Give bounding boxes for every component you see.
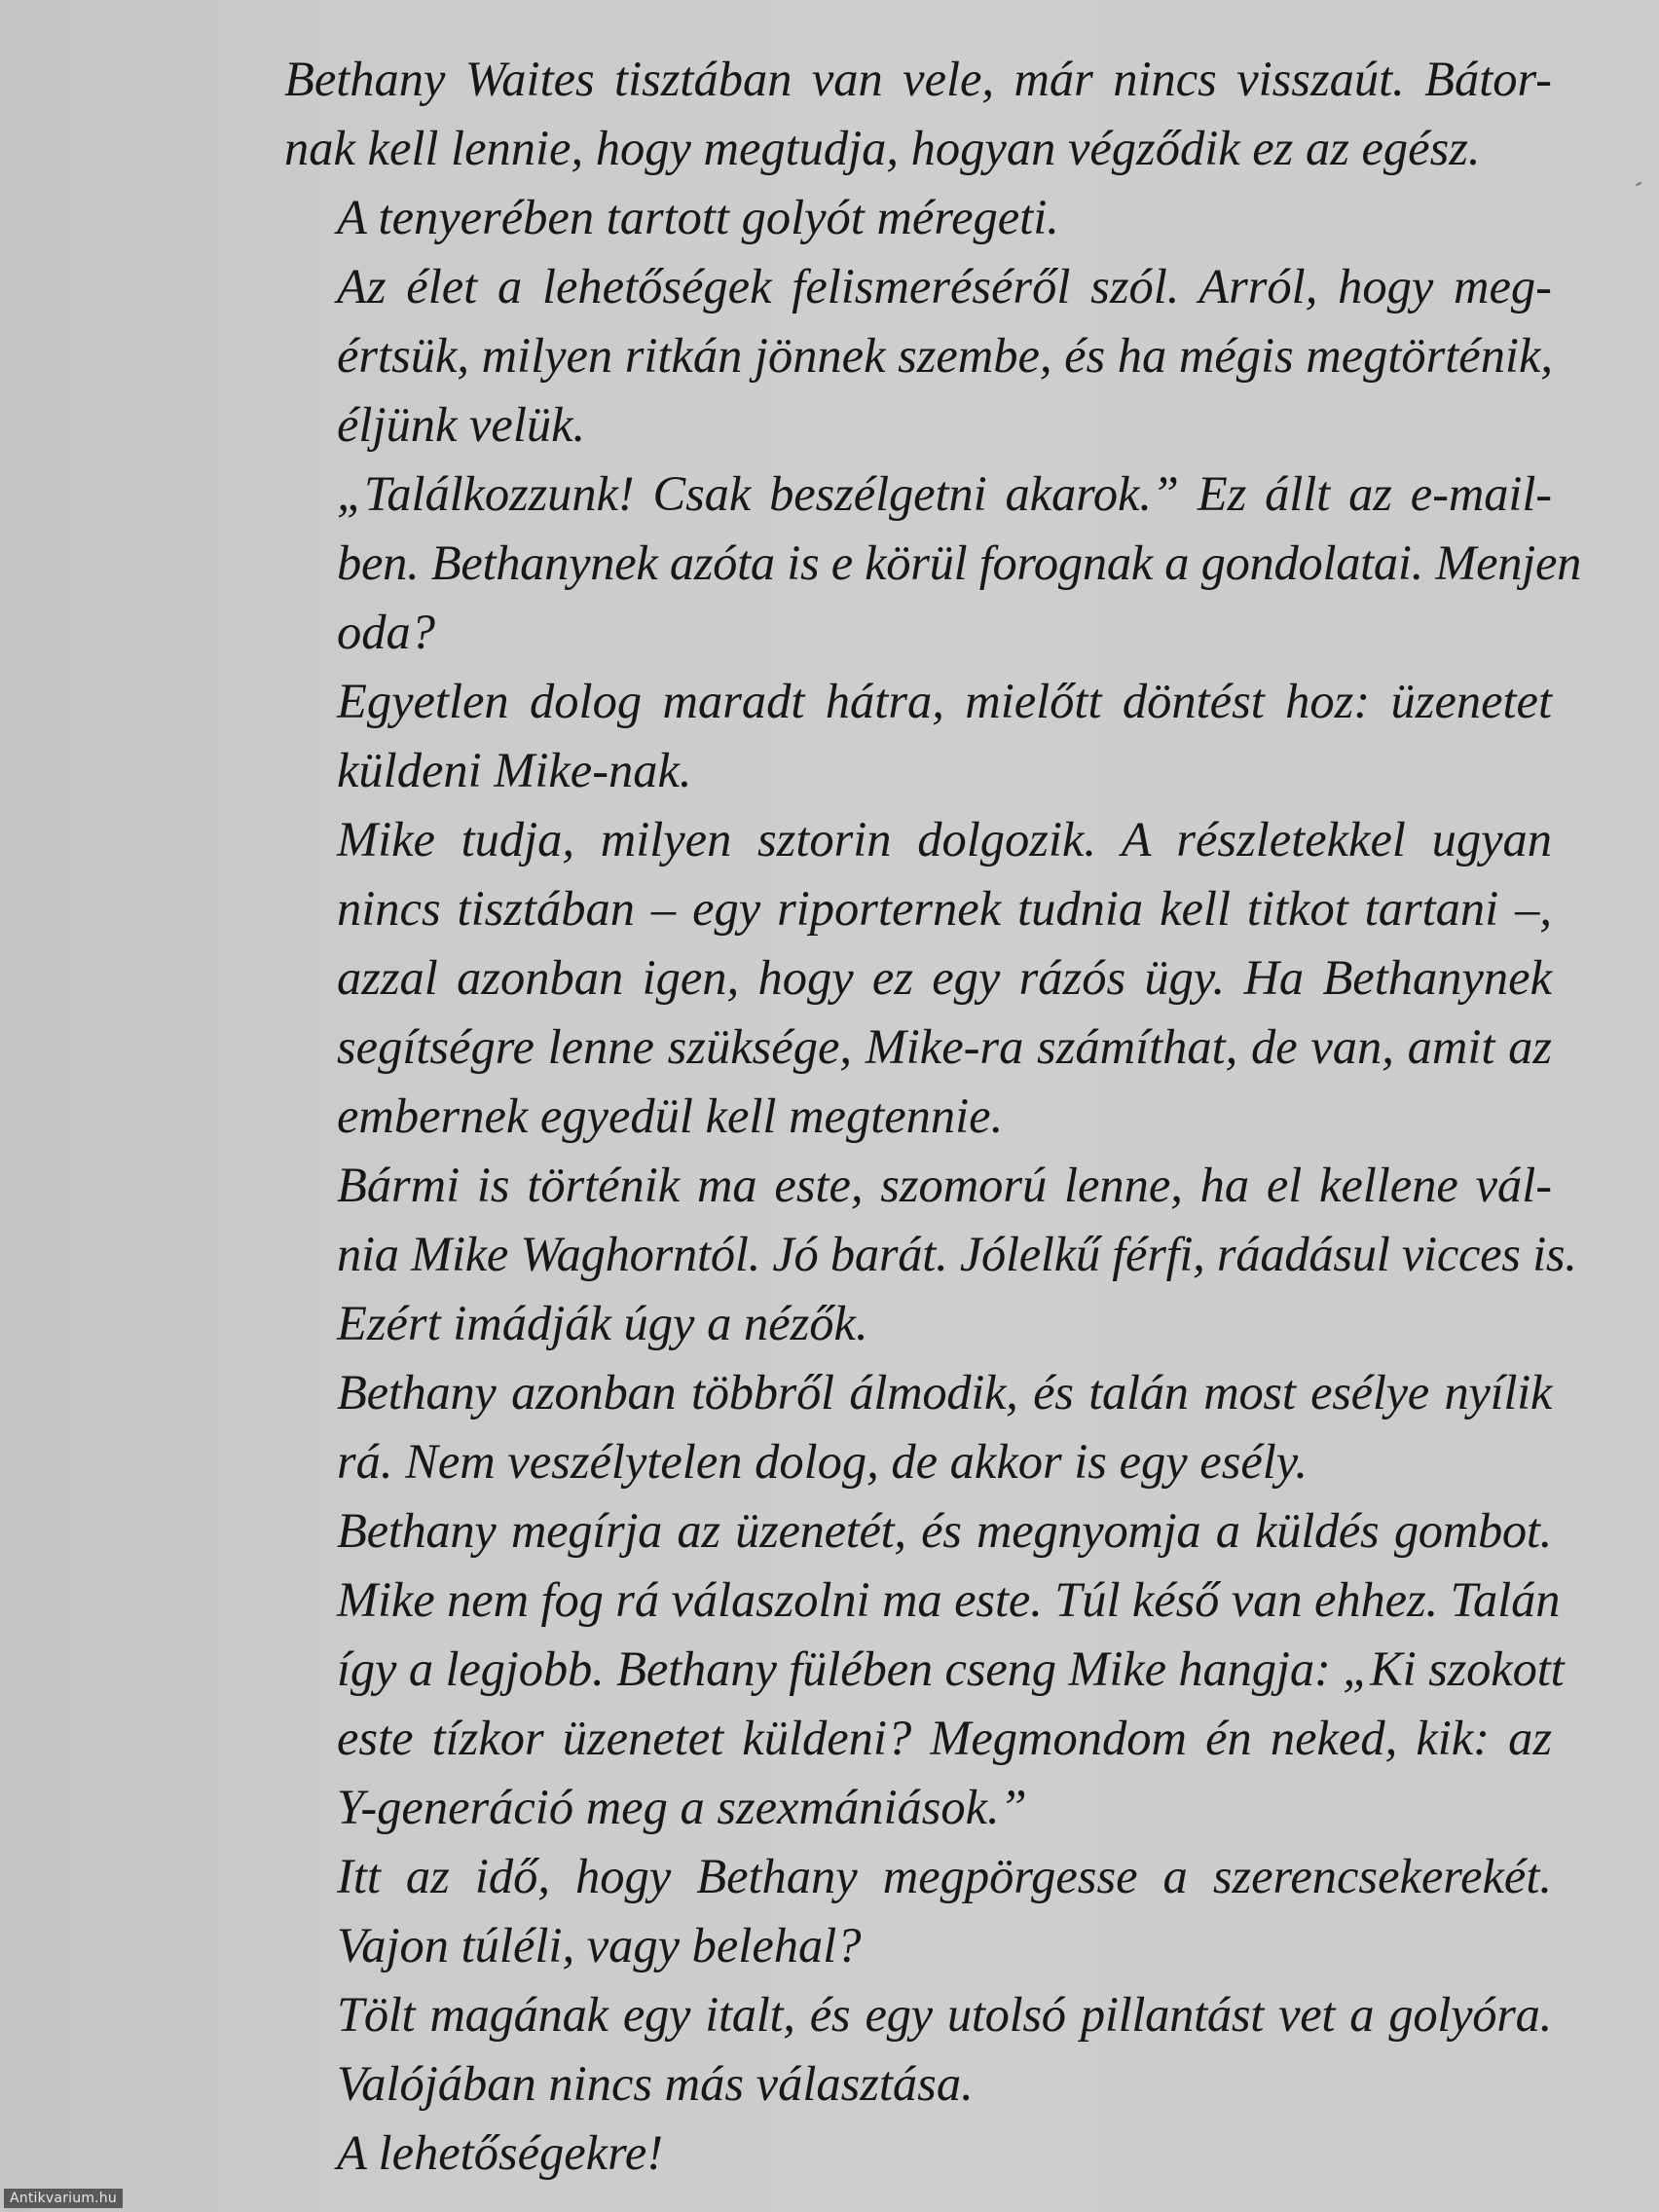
paragraph [284,460,1582,667]
text-line: A lehetőségekre! [337,2125,664,2180]
text-line: Egyetlen dolog maradt hátra, mielőtt döntést hoz: üzenetet [337,674,1552,728]
paragraph [284,1842,1552,1980]
text-line: segítségre lenne szüksége, Mike-ra számíthat, de van, amit az [337,1019,1552,1074]
text-line: Y-generáció meg a szexmániások.” [337,1780,1027,1834]
text-line: este tízkor üzenetet küldeni? Megmondom én neked, kik: az [337,1711,1552,1765]
text-line: Az élet a lehetőségek felismeréséről szól. Arról, hogy meg- [337,259,1552,313]
text-line: A tenyerében tartott golyót méregeti. [337,190,1059,244]
text-line: Mike nem fog rá válaszolni ma este. Túl késő van ehhez. Talán [337,1572,1561,1627]
text-line: Bármi is történik ma este, szomorú lenne, ha el kellene vál- [337,1158,1552,1212]
text-line: „Találkozzunk! Csak beszélgetni akarok.” Ez állt az e-mail- [337,466,1552,521]
paragraph [284,45,1552,183]
text-line: nak kell lennie, hogy megtudja, hogyan végződik ez az egész. [284,121,1481,175]
text-line: Tölt magának egy italt, és egy utolsó pillantást vet a golyóra. [337,1987,1552,2042]
paragraph [284,1496,1565,1842]
text-line: ben. Bethanynek azóta is e körül forognak a gondolatai. Menjen [337,535,1582,590]
text-line: értsük, milyen ritkán jönnek szembe, és ha mégis megtörténik, [337,328,1553,383]
watermark: Antikvarium.hu [4,2189,123,2208]
text-line: Bethany Waites tisztában van vele, már nincs visszaút. Bátor- [284,52,1552,106]
text-line: Bethany azonban többről álmodik, és talán most esélye nyílik [337,1365,1552,1419]
text-line: nia Mike Waghorntól. Jó barát. Jólelkű férfi, ráadásul vicces is. [337,1227,1577,1281]
paper-speck [1636,182,1641,187]
paragraph [284,2119,1552,2188]
paragraph [284,252,1552,460]
paragraph [284,1358,1552,1496]
text-line: Vajon túléli, vagy belehal? [337,1918,862,1972]
text-line: Valójában nincs más választása. [337,2056,974,2111]
paragraph [284,667,1552,805]
paragraph [284,183,1552,252]
paragraph [284,1151,1577,1358]
body-text [284,45,1582,2188]
text-line: Mike tudja, milyen sztorin dolgozik. A részletekkel ugyan [337,812,1552,866]
text-line: azzal azonban igen, hogy ez egy rázós ügy. Ha Bethanynek [337,950,1552,1005]
text-line: küldeni Mike-nak. [337,743,692,797]
text-line: éljünk velük. [337,397,586,452]
text-line: embernek egyedül kell megtennie. [337,1088,1004,1143]
text-line: így a legjobb. Bethany fülében cseng Mike hangja: „Ki szokott [337,1641,1565,1696]
text-line: Bethany megírja az üzenetét, és megnyomja a küldés gombot. [337,1503,1552,1558]
text-line: Ezért imádják úgy a nézők. [337,1296,868,1350]
text-line: oda? [337,605,435,659]
text-line: Itt az idő, hogy Bethany megpörgesse a szerencsekerekét. [337,1849,1552,1903]
text-line: rá. Nem veszélytelen dolog, de akkor is egy esély. [337,1434,1309,1489]
paragraph [284,1980,1552,2119]
text-line: nincs tisztában – egy riporternek tudnia kell titkot tartani –, [337,881,1552,936]
paragraph [284,805,1552,1151]
